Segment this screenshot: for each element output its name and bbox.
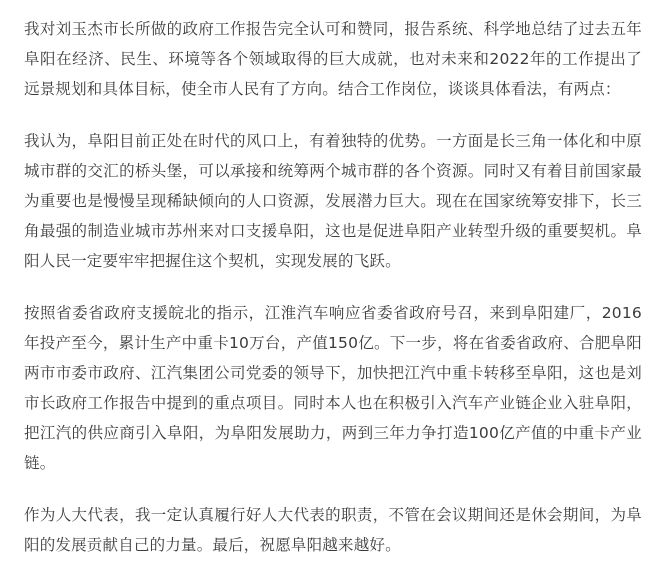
paragraph-2: 我认为，阜阳目前正处在时代的风口上，有着独特的优势。一方面是长三角一体化和中原城市群的交汇的桥头堡，可以承接和统筹两个城市群的各个资源。同时又有着目前国家最为重要也是慢慢呈现稀缺倾向的人口资源，发展潜力巨大。现在在国家统筹安排下，长三角最强的制造业城市苏州来对口支援阜阳，这也是促进阜阳产业转型升级的重要契机。阜阳人民一定要牢牢把握住这个契机，实现发展的飞跃。 (24, 132, 642, 270)
paragraph-1: 我对刘玉杰市长所做的政府工作报告完全认可和赞同，报告系统、科学地总结了过去五年阜阳在经济、民生、环境等各个领域取得的巨大成就，也对未来和2022年的工作提出了远景规划和具体目标，使全市人民有了方向。结合工作岗位，谈谈具体看法，有两点： (24, 20, 642, 98)
paragraph-3: 按照省委省政府支援皖北的指示，江淮汽车响应省委省政府号召，来到阜阳建厂，2016年投产至今，累计生产中重卡10万台，产值150亿。下一步，将在省委省政府、合肥阜阳两市市委市政府、江汽集团公司党委的领导下，加快把江汽中重卡转移至阜阳，这也是刘市长政府工作报告中提到的重点项目。同时本人也在积极引入汽车产业链企业入驻阜阳，把江汽的供应商引入阜阳，为阜阳发展助力，两到三年力争打造100亿产值的中重卡产业链。 (24, 304, 642, 472)
paragraph-4: 作为人大代表，我一定认真履行好人大代表的职责，不管在会议期间还是休会期间，为阜阳的发展贡献自己的力量。最后，祝愿阜阳越来越好。 (24, 506, 642, 554)
